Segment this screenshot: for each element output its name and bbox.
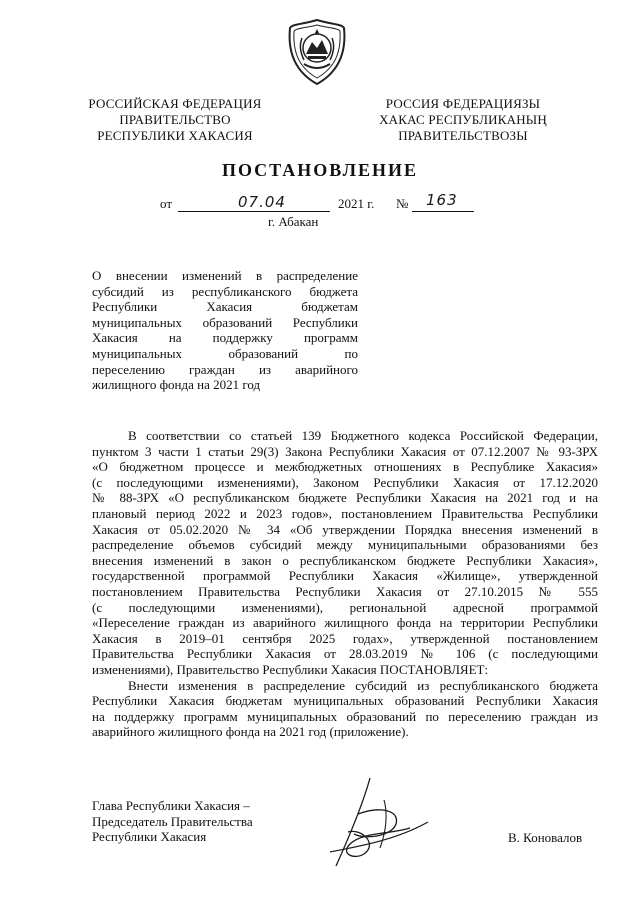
body-line: распределение объемов субсидий между муниципальными образованиями без [92,537,598,553]
date-from-label: от [160,196,173,211]
body-line: внесения изменений в закон о республиканском бюджете Республики Хакасия», [92,552,598,568]
body-line: Правительства Республики Хакасия от 28.03.2019 № 106 (с последующими [92,646,598,662]
body-line: «Переселение граждан из аварийного жилищного фонда на территории Республики [92,615,598,631]
subject-line: муниципальных образований Республики [92,314,358,330]
body-line: Хакасия от 05.02.2020 № 34 «Об утверждении Порядка внесения изменений в [92,521,598,537]
header-left-line: РОССИЙСКАЯ ФЕДЕРАЦИЯ [88,96,262,111]
subject-line: переселению граждан из аварийного [92,361,358,377]
body-line: плановый период 2022 и 2023 годов», постановлением Правительства Республики [92,505,598,521]
date-handwritten: 07.04 [238,193,286,211]
coat-of-arms-emblem [286,18,348,86]
body-line: Внести изменения в распределение субсидий из республиканского бюджета [128,677,598,693]
body-line: «О бюджетном процессе и межбюджетных отношениях в Республике Хакасия» [92,459,598,475]
header-left [70,96,280,144]
body-line: В соответствии со статьей 139 Бюджетного кодекса Российской Федерации, [128,428,598,443]
body-line: Республики Хакасия бюджетам муниципальных образований Республики Хакасия [92,693,598,709]
signatory-position-line: Республики Хакасия [92,829,207,845]
header-right-line: РОССИЯ ФЕДЕРАЦИЯЗЫ [385,96,541,111]
subject-line: субсидий из республиканского бюджета [92,283,358,299]
header-left-line: РЕСПУБЛИКИ ХАКАСИЯ [97,128,253,143]
subject-line: муниципальных образований по [92,345,358,361]
date-underline [178,211,330,212]
body-line: аварийного жилищного фонда на 2021 год (приложение). [92,724,409,740]
body-line: постановлением Правительства Республики Хакасия от 27.10.2015 № 555 [92,583,598,599]
signatory-position [92,798,253,845]
number-handwritten: 163 [426,191,458,209]
body-line: изменениями), Правительство Республики Хакасия ПОСТАНОВЛЯЕТ: [92,661,489,677]
number-label: № [396,196,409,211]
city-label: г. Абакан [268,214,319,229]
body-line: пунктом 3 части 1 статьи 29(3) Закона Республики Хакасия от 07.12.2007 № 93-ЗРХ [92,443,598,459]
header-right-line: ПРАВИТЕЛЬСТВОЗЫ [398,128,528,143]
document-subject [92,268,358,393]
body-line: (с последующими изменениями), региональной адресной программой [92,599,598,615]
number-underline [412,211,474,212]
signatory-position-line: Глава Республики Хакасия – [92,798,250,813]
document-body [92,428,598,740]
body-line: (с последующими изменениями), Законом Республики Хакасия от 17.12.2020 [92,474,598,490]
document-title: ПОСТАНОВЛЕНИЕ [221,160,419,180]
subject-line: Хакасия на поддержку программ [92,330,358,346]
subject-line: жилищного фонда на 2021 год [92,377,261,393]
subject-line: О внесении изменений в распределение [92,268,358,283]
header-right [358,96,568,144]
date-year: 2021 г. [338,196,375,211]
signatory-position-line: Председатель Правительства [92,813,253,829]
body-line: на поддержку программ муниципальных образований по переселению граждан из [92,708,598,724]
subject-line: Республики Хакасия бюджетам [92,299,358,315]
header-left-line: ПРАВИТЕЛЬСТВО [119,112,231,127]
signatory-name: В. Коновалов [508,830,583,845]
header-right-line: ХАКАС РЕСПУБЛИКАНЫҢ [379,112,547,127]
body-line: государственной программой Республики Хакасия «Жилище», утвержденной [92,568,598,584]
body-line: Хакасия в 2019–01 сентября 2025 годах», утвержденной постановлением [92,630,598,646]
body-line: № 88-ЗРХ «О республиканском бюджете Республики Хакасия на 2021 год и на [92,490,598,506]
handwritten-signature [300,770,440,880]
